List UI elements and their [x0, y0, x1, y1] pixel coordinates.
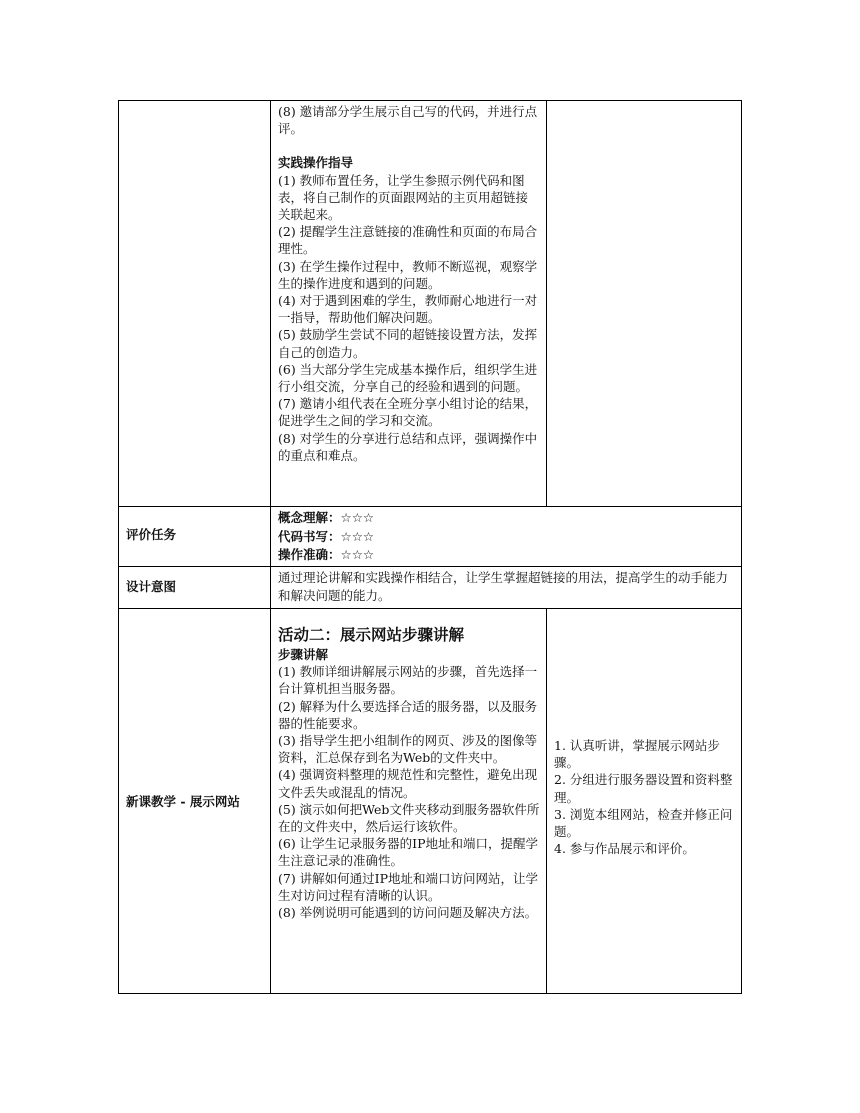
- design-intent-label: 设计意图: [126, 579, 177, 594]
- practice-item-6: (6) 当大部分学生完成基本操作后，组织学生进行小组交流，分享自己的经验和遇到的问题。: [278, 361, 538, 395]
- evaluation-label: 评价任务: [126, 527, 177, 542]
- step-item-2: (2) 解释为什么要选择合适的服务器，以及服务器的性能要求。: [278, 698, 538, 731]
- step-item-4: (4) 强调资料整理的规范性和完整性，避免出现文件丢失或混乱的情况。: [278, 767, 538, 800]
- activity-title: 活动二：展示网站步骤讲解: [278, 626, 465, 644]
- step-item-7: (7) 讲解如何通过IP地址和端口访问网站，让学生对访问过程有清晰的认识。: [278, 870, 539, 903]
- step-item-6: (6) 让学生记录服务器的IP地址和端口，提醒学生注意记录的准确性。: [278, 836, 539, 869]
- criterion-name: 代码书写：: [278, 528, 341, 544]
- col-border-2b: [546, 608, 547, 994]
- design-intent-text: 通过理论讲解和实践操作相结合，让学生掌握超链接的用法，提高学生的动手能力和解决问题的能力。: [278, 570, 729, 603]
- criterion-row: [278, 546, 728, 565]
- practice-item-2: (2) 提醒学生注意链接的准确性和页面的布局合理性。: [278, 224, 538, 257]
- practice-item-4: (4) 对于遇到困难的学生，教师耐心地进行一对一指导，帮助他们解决问题。: [278, 293, 538, 326]
- criterion-row: [278, 509, 728, 528]
- col-border-left: [118, 100, 119, 994]
- criterion-name: 操作准确：: [278, 547, 341, 562]
- practice-heading: 实践操作指导: [278, 155, 354, 171]
- steps-subheading: 步骤讲解: [278, 647, 329, 662]
- star-rating: ☆☆☆: [340, 547, 375, 562]
- practice-item-7: (7) 邀请小组代表在全班分享小组讨论的结果，促进学生之间的学习和交流。: [278, 396, 538, 429]
- student-item-3: 3. 浏览本组网站，检查并修正问题。: [554, 806, 733, 840]
- step-item-3: (3) 指导学生把小组制作的网页、涉及的图像等资料，汇总保存到名为Web的文件夹中。: [278, 733, 538, 766]
- practice-item-8: (8) 对学生的分享进行总结和点评，强调操作中的重点和难点。: [278, 430, 538, 463]
- practice-item-3: (3) 在学生操作过程中，教师不断巡视，观察学生的操作进度和遇到的问题。: [278, 258, 538, 291]
- star-rating: ☆☆☆: [340, 510, 375, 525]
- col-border-right: [741, 100, 742, 994]
- col-border-1: [270, 100, 271, 994]
- step-item-8: (8) 举例说明可能遇到的访问问题及解决方法。: [278, 905, 538, 921]
- step-item-5: (5) 演示如何把Web文件夹移动到服务器软件所在的文件夹中，然后运行该软件。: [278, 801, 540, 835]
- row-border-top: [118, 100, 742, 101]
- student-item-4: 4. 参与作品展示和评价。: [554, 841, 695, 857]
- intro-item: (8) 邀请部分学生展示自己写的代码，并进行点评。: [278, 104, 538, 137]
- criterion-name: 概念理解：: [278, 510, 341, 525]
- star-rating: ☆☆☆: [340, 528, 375, 544]
- new-lesson-label: 新课教学 - 展示网站: [126, 794, 240, 809]
- step-item-1: (1) 教师详细讲解展示网站的步骤，首先选择一台计算机担当服务器。: [278, 664, 538, 697]
- row-border-2: [118, 566, 742, 567]
- student-activity-cell: [554, 737, 734, 857]
- row-border-1: [118, 506, 742, 507]
- row-border-bottom: [118, 993, 742, 994]
- col-border-2a: [546, 100, 547, 507]
- criterion-row: [278, 528, 728, 547]
- row4-middle-cell: [278, 624, 540, 921]
- student-item-1: 1. 认真听讲，掌握展示网站步骤。: [554, 738, 720, 771]
- evaluation-criteria: [278, 509, 728, 565]
- row-border-3: [118, 608, 742, 609]
- row1-middle-cell: [278, 103, 540, 464]
- student-item-2: 2. 分组进行服务器设置和资料整理。: [554, 772, 733, 805]
- practice-item-5: (5) 鼓励学生尝试不同的超链接设置方法，发挥自己的创造力。: [278, 327, 538, 360]
- practice-item-1: (1) 教师布置任务，让学生参照示例代码和图表，将自己制作的页面跟网站的主页用超链接关联起来。: [278, 172, 529, 223]
